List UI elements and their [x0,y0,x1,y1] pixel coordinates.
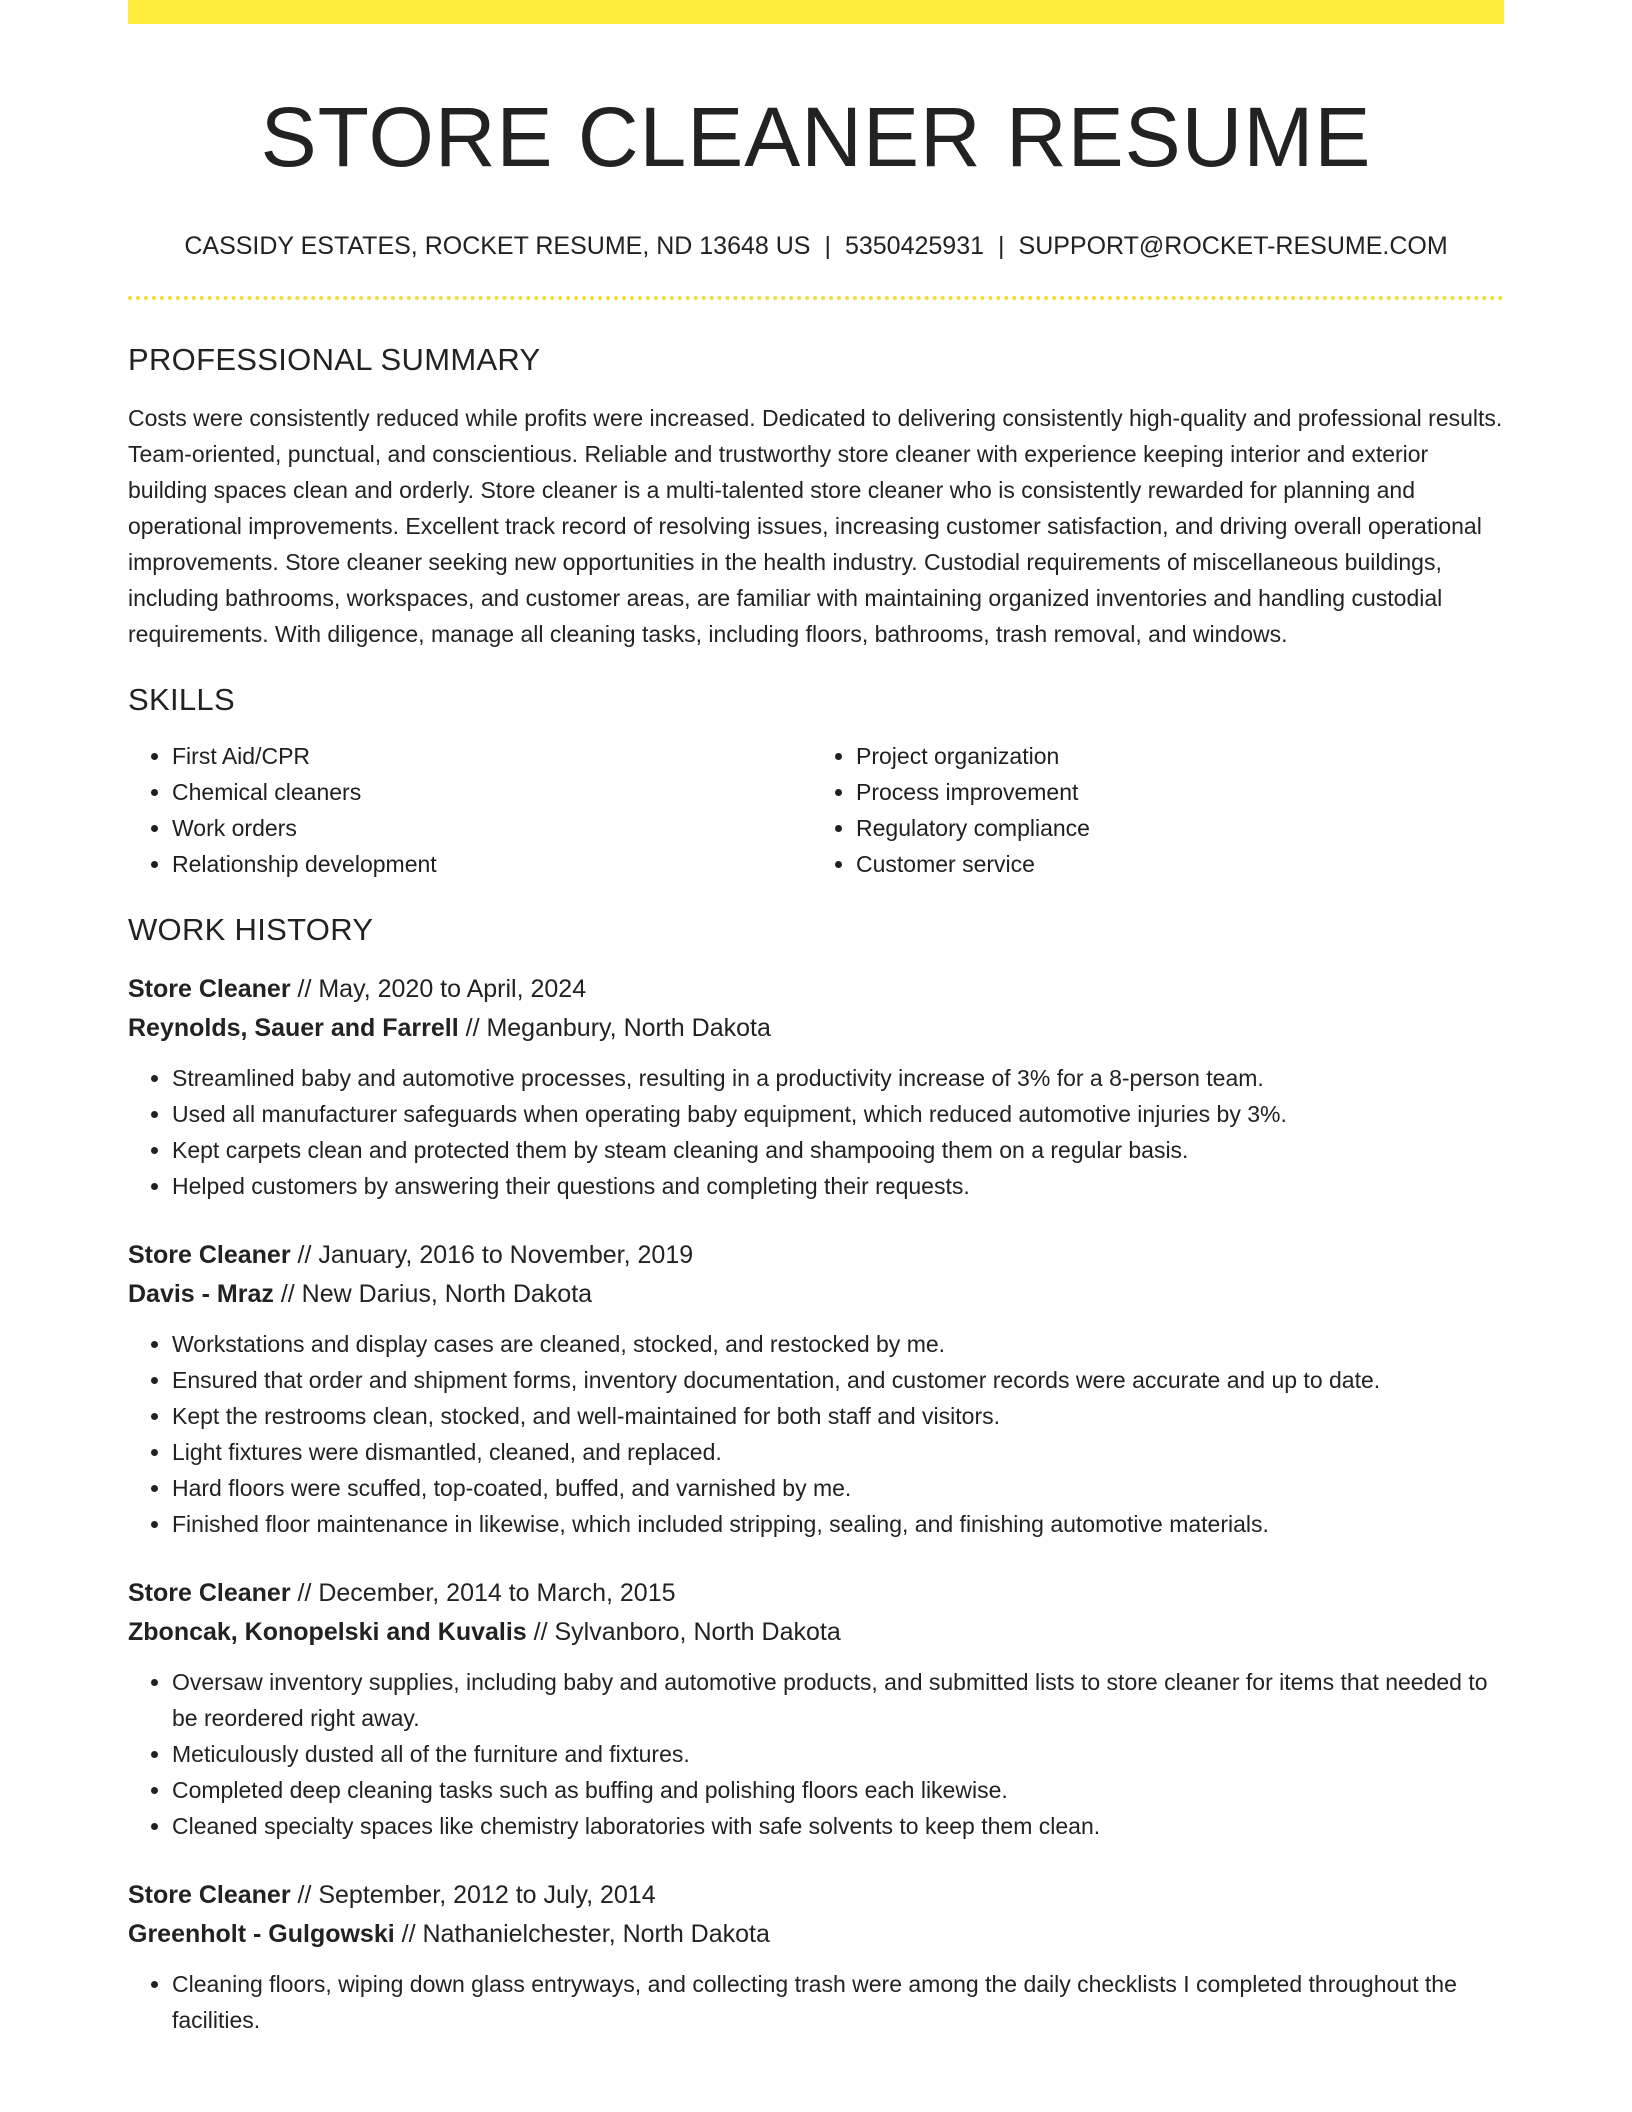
job-bullet: • Used all manufacturer safeguards when operating baby equipment, which reduced automotive injuries by 3%. [172,1096,1504,1132]
job-company: Davis - Mraz [128,1280,274,1308]
job-dates: // January, 2016 to November, 2019 [290,1241,694,1269]
job-company-line [128,1915,1504,1954]
page-title: STORE CLEANER RESUME [260,90,1372,184]
job-bullet: • Light fixtures were dismantled, cleaned, and replaced. [172,1434,1504,1470]
job-bullet: • Cleaned specialty spaces like chemistry laboratories with safe solvents to keep them clean. [172,1808,1504,1844]
resume-page [128,0,1504,2038]
job-company: Reynolds, Sauer and Farrell [128,1014,459,1042]
skills-column-left [128,738,804,882]
job-bullet: • Oversaw inventory supplies, including baby and automotive products, and submitted lists to store cleaner for items that needed to be reordered right away. [172,1664,1504,1736]
job-role: Store Cleaner [128,1579,291,1607]
contact-address: CASSIDY ESTATES, ROCKET RESUME, ND 13648 US [184,232,811,260]
job-location: // New Darius, North Dakota [273,1280,593,1308]
job-dates: // December, 2014 to March, 2015 [290,1579,676,1607]
work-history-heading: WORK HISTORY [128,912,374,947]
contact-separator: | [998,232,1005,260]
dotted-divider [128,296,1504,300]
job-bullet: • Ensured that order and shipment forms, inventory documentation, and customer records were accurate and up to date. [172,1362,1504,1398]
job-company: Zboncak, Konopelski and Kuvalis [128,1618,527,1646]
job-company: Greenholt - Gulgowski [128,1920,395,1948]
job-bullets [128,1326,1504,1542]
job-bullets [128,1966,1504,2038]
skills-list [128,738,1504,882]
job-role-line [128,1876,1504,1915]
job-bullet: • Cleaning floors, wiping down glass entryways, and collecting trash were among the daily checklists I completed throughout the facilities. [172,1966,1504,2038]
job-location: // Meganbury, North Dakota [458,1014,771,1042]
skill-item: • Project organization [856,738,1488,774]
top-accent-bar [128,0,1504,24]
summary-heading: PROFESSIONAL SUMMARY [128,342,541,377]
job-role: Store Cleaner [128,1241,291,1269]
contact-phone: 5350425931 [844,232,985,260]
job-bullet: • Kept the restrooms clean, stocked, and well-maintained for both staff and visitors. [172,1398,1504,1434]
skill-item: • Chemical cleaners [172,774,804,810]
skill-item: • Relationship development [172,846,804,882]
skill-item: • First Aid/CPR [172,738,804,774]
job-bullets [128,1664,1504,1844]
job-role: Store Cleaner [128,1881,291,1909]
skill-item: • Work orders [172,810,804,846]
job-role-line [128,1574,1504,1613]
contact-separator: | [824,232,831,260]
job-dates: // May, 2020 to April, 2024 [290,975,587,1003]
job-location: // Nathanielchester, North Dakota [394,1920,770,1948]
job-company-line [128,1009,1504,1048]
skill-item: • Customer service [856,846,1488,882]
skill-item: • Regulatory compliance [856,810,1488,846]
contact-email: SUPPORT@ROCKET-RESUME.COM [1018,232,1448,260]
job-location: // Sylvanboro, North Dakota [526,1618,841,1646]
summary-text: Costs were consistently reduced while profits were increased. Dedicated to delivering consistently high-quality and professional results. Team-oriented, punctual, and conscientious. Reliable and trustworthy store cleaner with experience keeping interior and exterior building spaces clean and orderly. Store cleaner is a multi-talented store cleaner who is consistently rewarded for planning and operational improvements. Excellent track record of resolving issues, increasing customer satisfaction, and driving overall operational improvements. Store cleaner seeking new opportunities in the health industry. Custodial requirements of miscellaneous buildings, including bathrooms, workspaces, and customer areas, are familiar with maintaining organized inventories and handling custodial requirements. With diligence, manage all cleaning tasks, including floors, bathrooms, trash removal, and windows. [128,405,1503,647]
job-role-line [128,970,1504,1009]
job-bullet: • Helped customers by answering their questions and completing their requests. [172,1168,1504,1204]
job-role: Store Cleaner [128,975,291,1003]
job-role-line [128,1236,1504,1275]
job-bullets [128,1060,1504,1204]
job-bullet: • Meticulously dusted all of the furniture and fixtures. [172,1736,1504,1772]
job-dates: // September, 2012 to July, 2014 [290,1881,656,1909]
job-entry [128,1236,1504,1542]
job-entry [128,1574,1504,1844]
skills-heading: SKILLS [128,682,235,717]
job-company-line [128,1613,1504,1652]
job-bullet: • Finished floor maintenance in likewise, which included stripping, sealing, and finishing automotive materials. [172,1506,1504,1542]
job-bullet: • Hard floors were scuffed, top-coated, buffed, and varnished by me. [172,1470,1504,1506]
job-bullet: • Streamlined baby and automotive processes, resulting in a productivity increase of 3% for a 8-person team. [172,1060,1504,1096]
skill-item: • Process improvement [856,774,1488,810]
job-bullet: • Completed deep cleaning tasks such as buffing and polishing floors each likewise. [172,1772,1504,1808]
job-entry [128,1876,1504,2038]
job-bullet: • Workstations and display cases are cleaned, stocked, and restocked by me. [172,1326,1504,1362]
job-bullet: • Kept carpets clean and protected them by steam cleaning and shampooing them on a regular basis. [172,1132,1504,1168]
skills-column-right [804,738,1488,882]
job-entry [128,970,1504,1204]
contact-line [128,226,1504,266]
job-company-line [128,1275,1504,1314]
